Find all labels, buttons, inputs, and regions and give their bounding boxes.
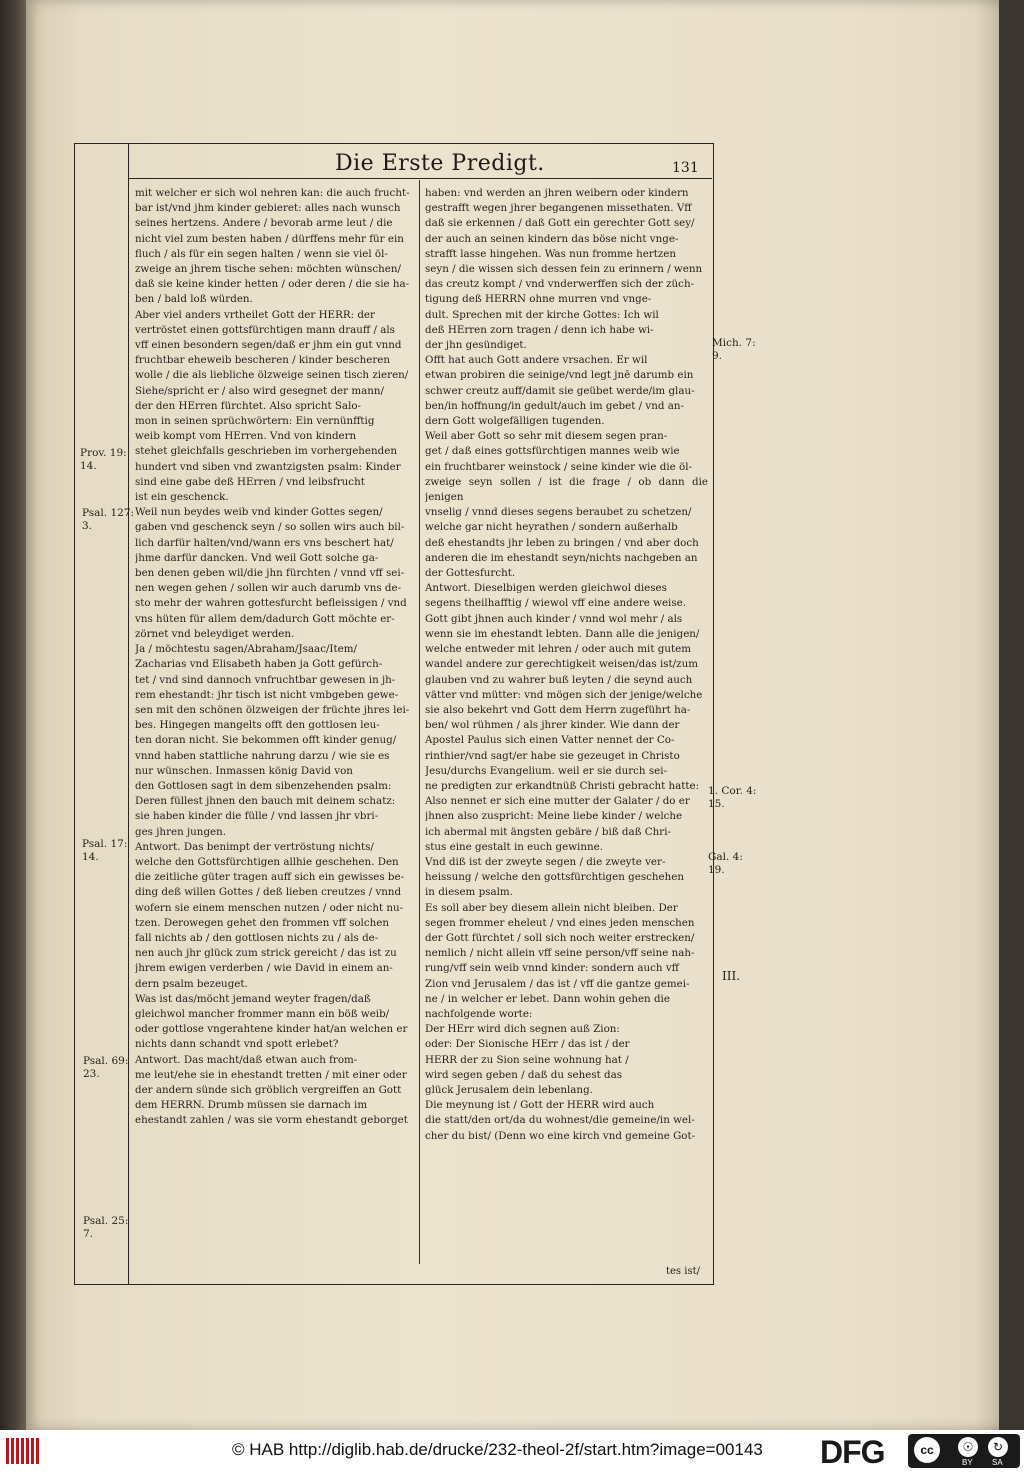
dfg-logo: DFG [820,1434,885,1470]
left-text-column: mit welcher er sich wol nehren kan: die auch frucht- bar ist/vnd jhm kinder gebieret: alles nach wunsch seines hertzens. Andere / bevorab arme leut / die nicht viel zum besten haben / dürffens mehr für ein fluch / als für ein segen halten / wenn sie viel öl- zweige an jhrem tische sehen: möchten wünschen/ daß sie keine kinder hetten / oder deren / die sie ha- ben / bald loß würden. Aber viel anders vrtheilet Gott der HERR: der vertröstet einen gottsfürchtigen mann drauff / als vff einen besondern segen/daß er jhm ein gut vnnd fruchtbar eheweib bescheren / kinder bescheren wolle / die als liebliche ölzweige seinen tisch zieren/ Siehe/spricht er / also wird gesegnet der mann/ der den HErren fürchtet. Also spricht Salo- mon in seinen sprüchwörtern: Ein vernünfftig weib kompt vom HErren. Vnd von kindern stehet gleichfalls geschrieben im vorhergehenden hundert vnd siben vnd zwantzigsten psalm: Kinder sind eine gabe deß HErren / vnd leibsfrucht ist ein geschenck. Weil nun beydes weib vnd kinder Gottes segen/ gaben vnd geschenck seyn / so sollen wirs auch bil- lich darfür halten/vnd/wann ers vns beschert hat/ jhme darfür dancken. Vnd weil Gott solche ga- ben denen geben wil/die jhn fürchten / vnnd vff sei- nen wegen gehen / sollen wir auch darumb vns de- sto mehr der wahren gottesfurcht befleissigen / vnd vns hüten für allem dem/dadurch Gott möchte er- zörnet vnd beleydiget werden. Ja / möchtestu sagen/Abraham/Jsaac/Item/ Zacharias vnd Elisabeth haben ja Gott gefürch- tet / vnd sind dannoch vnfruchtbar gewesen in jh- rem ehestandt: jhr tisch ist nicht vmbgeben gewe- sen mit den schönen ölzweigen der früchte jhres lei- bes. Hingegen mangelts offt den gottlosen leu- ten doran nicht. Sie bekommen offt kinder genug/ vnnd haben stattliche nahrung darzu / wie sie es nur wünschen. Inmassen könig David von den Gottlosen sagt in dem sibenzehenden psalm: Deren füllest jhnen den bauch mit deinem schatz: sie haben kinder die fülle / vnd lassen jhr vbri- ges jhren jungen. Antwort. Das benimpt der vertröstung nichts/ welche den Gottsfürchtigen allhie geschehen. Den die zeitliche güter tragen auff sich ein gewisses be- ding deß willen Gottes / deß lieben creutzes / vnnd wofern sie einem menschen nutzen / oder nicht nu- tzen. Derowegen gehet den frommen vff solchen fall nichts ab / den gottlosen nichts zu / als de- nen auch jhr glück zum strick gereicht / das ist zu jhrem ewigen verderben / wie David in einem an- dern psalm bezeuget. Was ist das/möcht jemand weyter fragen/daß gleichwol mancher frommer mann ein böß weib/ oder gottlose vngerahtene kinder hat/an welchen er nichts dann schandt vnd spott erlebet? Antwort. Das macht/daß etwan auch from- me leut/ehe sie in ehestandt tretten / mit einer oder der andern sünde sich gröblich vergreiffen an Gott dem HERRN. Drumb müssen sie darnach im ehestandt zahlen / was sie vorm ehestandt geborget [135,187,410,1127]
marginal-note-mich: Mich. 7: 9. [712,337,756,362]
cc-icon: cc [914,1437,940,1463]
marginal-note-cor: 1. Cor. 4: 15. [708,785,757,810]
hab-logo-icon [6,1438,40,1464]
sa-label: SA [992,1458,1003,1467]
marginal-note-gal: Gal. 4: 19. [708,851,743,876]
marginal-note-psal69: Psal. 69: 23. [83,1055,129,1080]
marginal-note-prov: Prov. 19: 14. [80,447,127,472]
share-alike-icon: ↻ [988,1437,1008,1457]
column-rule [419,180,420,1264]
viewer-footer [0,1430,1024,1473]
footer-credit-link[interactable]: © HAB http://diglib.hab.de/drucke/232-theol-2f/start.htm?image=00143 [232,1440,763,1459]
cc-license-badge[interactable] [908,1434,1020,1468]
catchword: tes ist/ [666,1266,700,1277]
margin-rule [128,143,129,1285]
marginal-note-psal17: Psal. 17: 14. [82,838,128,863]
section-numeral: III. [722,969,741,983]
header-rule [128,178,712,179]
folio-number: 131 [672,160,699,176]
marginal-note-psal127: Psal. 127: 3. [82,507,135,532]
by-person-icon: ☉ [958,1437,978,1457]
right-text-column: haben: vnd werden an jhren weibern oder kindern gestrafft wegen jhrer begangenen missethaten. Vff daß sie erkennen / daß Gott ein gerechter Gott sey/ der auch an seinen kindern das böse nicht vnge- strafft lasse hingehen. Was nun fromme hertzen seyn / die wissen sich dessen fein zu erinnern / wenn das creutz kompt / vnd vnderwerffen sich der züch- tigung deß HERRN ohne murren vnd vnge- dult. Sprechen mit der kirche Gottes: Ich wil deß HErren zorn tragen / denn ich habe wi- der jhn gesündiget. Offt hat auch Gott andere vrsachen. Er wil etwan probiren die seinige/vnd legt jnē darumb ein schwer creutz auff/damit sie geübet werde/im glau- ben/in hoffnung/in gedult/auch im gebet / vnd an- dern Gott wolgefälligen tugenden. Weil aber Gott so sehr mit diesem segen pran- get / daß eines gottsfürchtigen mannes weib wie ein fruchtbarer weinstock / seine kinder wie die öl- zweige seyn sollen / ist die frage / ob dann die jenigen vnselig / vnnd dieses segens beraubet zu schetzen/ welche gar nicht heyrathen / sondern außerhalb deß ehestandts jhr leben zu bringen / vnd aber doch anderen die im ehestandt seyn/nichts nachgeben an der Gottesfurcht. Antwort. Dieselbigen werden gleichwol dieses segens theilhafftig / wiewol vff eine andere weise. Gott gibt jhnen auch kinder / vnnd wol mehr / als wenn sie im ehestandt lebten. Dann alle die jenigen/ welche entweder mit lehren / oder auch mit gutem wandel andere zur gerechtigkeit weisen/das ist/zum glauben vnd zu wahrer buß leyten / die seynd auch vätter vnd mütter: vnd mögen sich der jenige/welche sie also bekehrt vnd Gott dem Herrn zugeführt ha- ben/ wol rühmen / als jhrer kinder. Wie dann der Apostel Paulus sich einen Vatter nennet der Co- rinthier/vnd sagt/er habe sie gezeuget in Christo Jesu/durchs Evangelium. weil er sie durch sei- ne predigten zur erkandtnüß Christi gebracht hatte: Also nennet er sich eine mutter der Galater / do er jhnen also zuspricht: Meine liebe kinder / welche ich abermal mit ängsten gebäre / biß daß Chri- stus eine gestalt in euch gewinne. Vnd diß ist der zweyte segen / die zweyte ver- heissung / welche den gottsfürchtigen geschehen in diesem psalm. Es soll aber bey diesem allein nicht bleiben. Der segen frommer eheleut / vnd eines jeden menschen der Gott fürchtet / soll sich noch weiter erstrecken/ nemlich / nicht allein vff seine person/vff seine nah- rung/vff sein weib vnnd kinder: sondern auch vff Zion vnd Jerusalem / das ist / vff die gantze gemei- ne / in welcher er lebet. Dann wohin gehen die nachfolgende worte: Der HErr wird dich segnen auß Zion: oder: Der Sionische HErr / das ist / der HERR der zu Sion seine wohnung hat / wird segen geben / daß du sehest das glück Jerusalem dein lebenlang. Die meynung ist / Gott der HERR wird auch die statt/den ort/da du wohnest/die gemeine/in wel- cher du bist/ (Denn wo eine kirch vnd gemeine Got- [425,187,708,1142]
by-label: BY [962,1458,973,1467]
marginal-note-psal25: Psal. 25: 7. [83,1215,129,1240]
running-head: Die Erste Predigt. [335,151,545,176]
